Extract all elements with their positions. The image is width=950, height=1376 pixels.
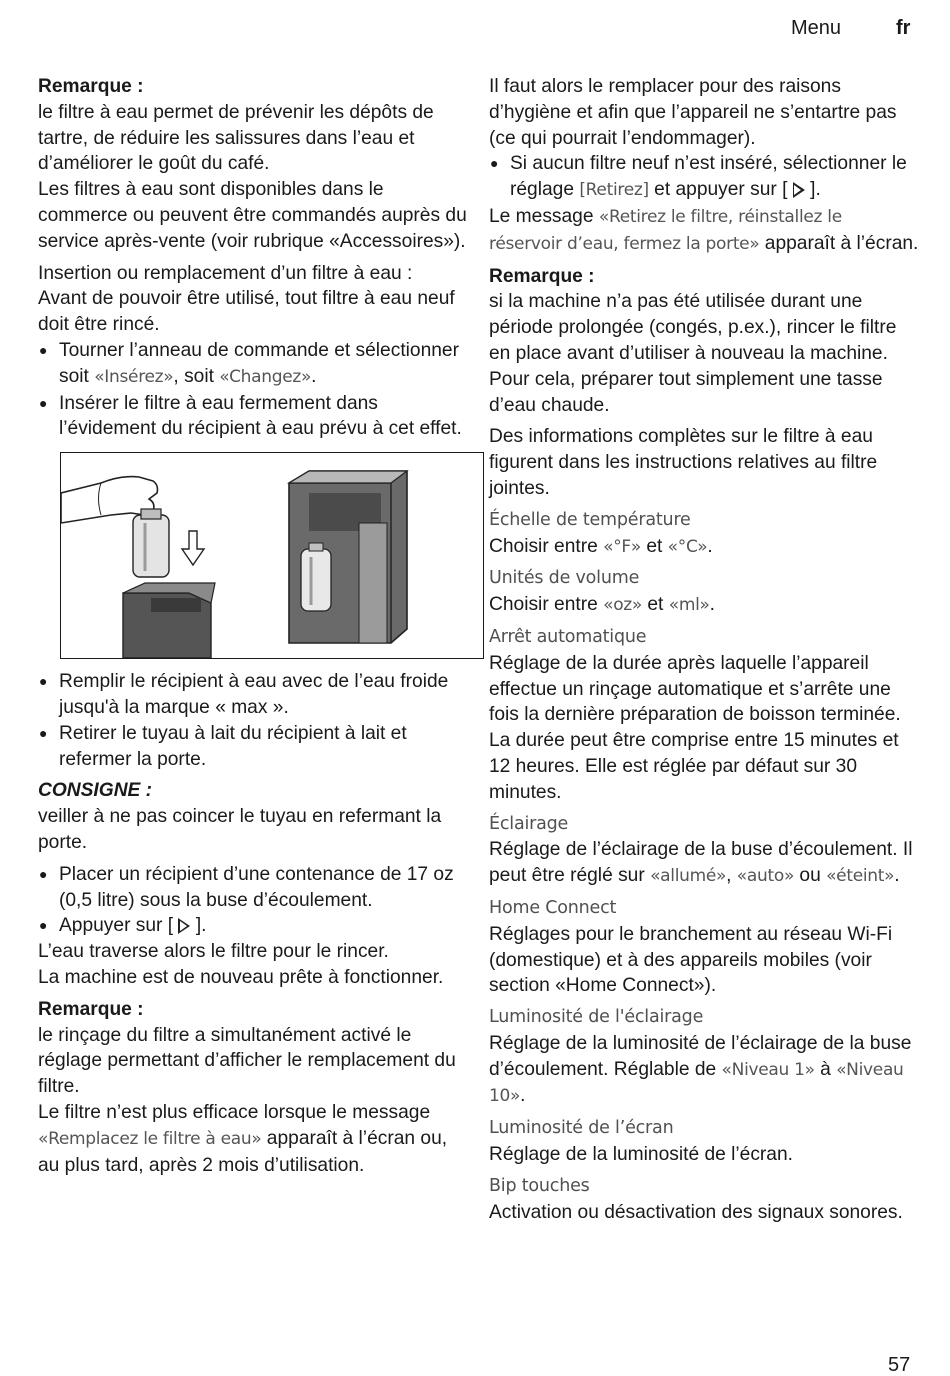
setting-text-auto-off: Réglage de la durée après laquelle l’appareil effectue un rinçage automatique et s’arrête une fois la dernière préparation de boisson terminée. La durée peut être comprise entre 15 minutes et 12 heures. Elle est réglée par défaut sur 30 minutes. [489, 652, 901, 803]
setting-title-volume: Unités de volume [489, 568, 640, 589]
rinse-text: L’eau traverse alors le filtre pour le rincer. [38, 941, 389, 963]
setting-text-light-brightness: Réglage de la luminosité de l’éclairage de la buse d’écoulement. Réglable de «Niveau 1» à «Niveau 10». [489, 1032, 912, 1107]
message-text: Le message «Retirez le filtre, réinstallez le réservoir d’eau, fermez la porte» apparaît à l’écran. [489, 205, 919, 254]
rinse-ready-text: La machine est de nouveau prête à fonctionner. [38, 966, 444, 988]
note-text: si la machine n’a pas été utilisée durant une période prolongée (congés, p.ex.), rincer le filtre en place avant d’utiliser à nouveau la machine. Pour cela, préparer tout simplement une tasse d’eau chaude. [489, 291, 897, 416]
intro-text: Il faut alors le remplacer pour des raisons d’hygiène et afin que l’appareil ne s’entartre pas (ce qui pourrait l’endommager). [489, 76, 897, 149]
note-label: Remarque : [38, 998, 144, 1020]
setting-text-lighting: Réglage de l’éclairage de la buse d’écoulement. Il peut être réglé sur «allumé», «auto» ou «éteint». [489, 839, 913, 887]
display-text: «Insérez» [94, 366, 174, 387]
setting-text-volume: Choisir entre «oz» et «ml». [489, 594, 715, 616]
rinse-steps [38, 862, 468, 939]
setting-title-light-brightness: Luminosité de l'éclairage [489, 1007, 704, 1028]
setting-text-home-connect: Réglages pour le branchement au réseau Wi-Fi (domestique) et à des appareils mobiles (voir section «Home Connect»). [489, 923, 893, 997]
header-language: fr [896, 17, 911, 39]
page-number: 57 [888, 1354, 911, 1376]
list-item: ● Appuyer sur [ ]. [38, 913, 468, 939]
setting-title-lighting: Éclairage [489, 813, 569, 834]
start-icon [178, 918, 190, 932]
note-text-replace: Le filtre n’est plus efficace lorsque le message «Remplacez le filtre à eau» apparaît à l’écran ou, au plus tard, après 2 mois d’utilisation. [38, 1101, 448, 1176]
setting-title-home-connect: Home Connect [489, 897, 617, 918]
start-icon [793, 182, 805, 196]
left-column [38, 74, 468, 1178]
list-item: ● Retirer le tuyau à lait du récipient à lait et refermer la porte. [38, 721, 468, 773]
setting-title-screen-brightness: Luminosité de l’écran [489, 1118, 674, 1139]
right-column [489, 74, 919, 1225]
list-item: ● Remplir le récipient à eau avec de l’eau froide jusqu'à la marque « max ». [38, 669, 468, 721]
insert-title: Insertion ou remplacement d’un filtre à eau : [38, 262, 413, 284]
setting-title-temperature: Échelle de température [489, 509, 691, 530]
note-text: le filtre à eau permet de prévenir les dépôts de tartre, de réduire les salissures dans l’eau et d’améliorer le goût du café. [38, 101, 434, 175]
list-item: ● Si aucun filtre neuf n’est inséré, sélectionner le réglage [Retirez] et appuyer sur [ ]. [489, 151, 919, 204]
setting-text-key-beep: Activation ou désactivation des signaux sonores. [489, 1201, 903, 1223]
filter-illustration [60, 452, 484, 659]
fill-steps [38, 669, 468, 772]
list-item: ● Placer un récipient d’une contenance de 17 oz (0,5 litre) sous la buse d’écoulement. [38, 862, 468, 914]
setting-title-key-beep: Bip touches [489, 1175, 590, 1196]
display-text: [Retirez] [579, 180, 649, 201]
insert-steps [38, 338, 468, 442]
setting-text-screen-brightness: Réglage de la luminosité de l’écran. [489, 1144, 793, 1166]
caution-text: veiller à ne pas coincer le tuyau en refermant la porte. [38, 806, 442, 853]
header-menu: Menu [791, 17, 842, 39]
list-item: ● Insérer le filtre à eau fermement dans l’évidement du récipient à eau prévu à cet effet. [38, 391, 468, 443]
insert-text: Avant de pouvoir être utilisé, tout filtre à eau neuf doit être rincé. [38, 288, 455, 336]
display-text: «Remplacez le filtre à eau» [38, 1128, 262, 1149]
setting-title-auto-off: Arrêt automatique [489, 626, 647, 647]
display-text: «Retirez le filtre, réinstallez le réservoir d’eau, fermez la porte» [489, 206, 842, 254]
remove-steps [489, 151, 919, 204]
list-item: ● Tourner l’anneau de commande et sélectionner soit «Insérez», soit «Changez». [38, 338, 468, 391]
note-text-accessories: Les filtres à eau sont disponibles dans le commerce ou peuvent être commandés auprès du service après-vente (voir rubrique «Accessoires»). [38, 179, 467, 252]
note-label: Remarque : [489, 265, 595, 287]
display-text: «Changez» [219, 366, 312, 387]
info-text: Des informations complètes sur le filtre à eau figurent dans les instructions relatives au filtre jointes. [489, 426, 878, 499]
caution-label: CONSIGNE : [38, 780, 153, 802]
note-text: le rinçage du filtre a simultanément activé le réglage permettant d’afficher le remplacement du filtre. [38, 1024, 456, 1098]
setting-text-temperature: Choisir entre «°F» et «°C». [489, 535, 713, 557]
note-label: Remarque : [38, 76, 144, 97]
